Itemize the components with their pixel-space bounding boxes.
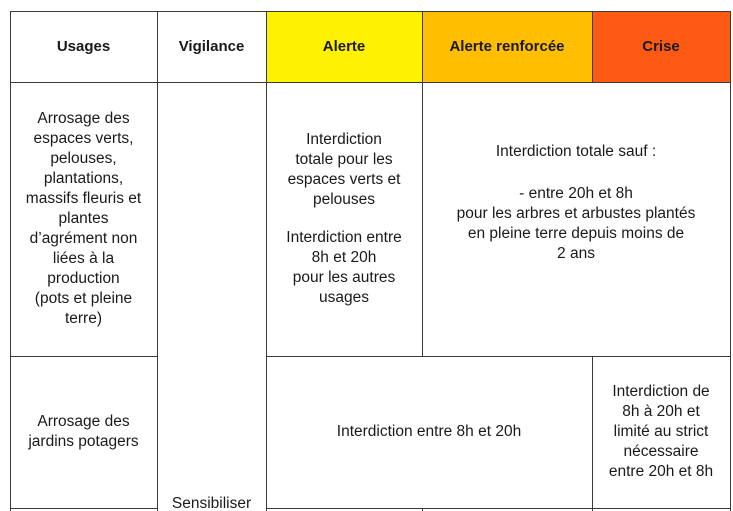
row2-crise-line: entre 20h et 8h (608, 463, 714, 480)
row1-renforcee-crise-line: pour les arbres et arbustes plantés (456, 205, 696, 222)
row1-renforcee-crise-line: - entre 20h et 8h (519, 185, 633, 202)
row2-usage-line: jardins potagers (28, 433, 139, 450)
row1-alerte-line: Interdiction entre (286, 229, 402, 246)
row1-alerte-line: pour les autres (292, 269, 396, 286)
row1-usage-line: Arrosage des (37, 110, 130, 127)
row2-crise-cell (592, 356, 730, 508)
header-alerte-renforcee: Alerte renforcée (449, 38, 565, 55)
row1-renforcee-crise-line: Interdiction totale sauf : (495, 143, 657, 160)
row1-usage-cell (10, 82, 157, 356)
row1-bottom-border-left (10, 356, 157, 357)
row2-alerte-renforcee-cell: Interdiction entre 8h et 20h (336, 423, 522, 440)
row1-alerte-line: totale pour les (295, 151, 393, 168)
row1-renforcee-crise-text (457, 142, 696, 264)
col-divider-alerte-row1 (422, 11, 423, 357)
row1-alerte-line: usages (319, 289, 369, 306)
row1-alerte-cell (266, 82, 422, 356)
row1-renforcee-crise-line: 2 ans (557, 245, 595, 262)
row1-alerte-line: pelouses (312, 191, 376, 208)
header-alerte: Alerte (322, 38, 366, 55)
row2-crise-line: Interdiction de (612, 383, 710, 400)
row1-usage-text (26, 109, 141, 329)
header-bottom-border (10, 82, 731, 83)
row1-usage-line: production (47, 270, 120, 287)
row2-bottom-border-right (266, 508, 731, 509)
row1-usage-line: terre) (64, 310, 103, 327)
row2-crise-text (609, 382, 713, 482)
col-divider-vigilance (266, 11, 267, 511)
row2-bottom-border-left (10, 508, 157, 509)
row2-crise-line: limité au strict (613, 423, 709, 440)
header-usages: Usages (56, 38, 111, 55)
table-right-border (730, 11, 731, 511)
row1-usage-line: plantations, (43, 170, 124, 187)
col-divider-renforcee-header (592, 11, 593, 83)
row1-usage-line: (pots et pleine (34, 290, 133, 307)
row1-renforcee-crise-cell (422, 82, 730, 356)
row2-usage-line: Arrosage des (37, 413, 130, 430)
row1-usage-line: massifs fleuris et (25, 190, 142, 207)
row1-bottom-border-right (266, 356, 731, 357)
row1-usage-line: plantes (58, 210, 109, 227)
row1-usage-line: liées à la (52, 250, 115, 267)
row1-usage-line: d’agrément non (29, 230, 138, 247)
row2-crise-line: 8h à 20h et (622, 403, 700, 420)
col-divider-renforcee-row2 (592, 356, 593, 511)
table-left-border (10, 11, 11, 511)
vigilance-merged-text: Sensibiliser (171, 495, 252, 511)
row1-usage-line: espaces verts, (33, 130, 134, 147)
col-divider-usages (157, 11, 158, 511)
row1-alerte-line: 8h et 20h (311, 249, 377, 266)
row2-usage-text (28, 412, 138, 452)
row1-alerte-line: Interdiction (306, 131, 382, 148)
row2-crise-line: nécessaire (623, 443, 699, 460)
table-top-border (10, 11, 731, 12)
header-crise: Crise (642, 38, 680, 55)
row1-alerte-line: espaces verts et (287, 171, 401, 188)
row1-alerte-text (286, 130, 401, 308)
row1-renforcee-crise-line: en pleine terre depuis moins de (467, 225, 685, 242)
row2-usage-cell (10, 356, 157, 508)
row1-usage-line: pelouses, (50, 150, 117, 167)
header-vigilance: Vigilance (178, 38, 245, 55)
